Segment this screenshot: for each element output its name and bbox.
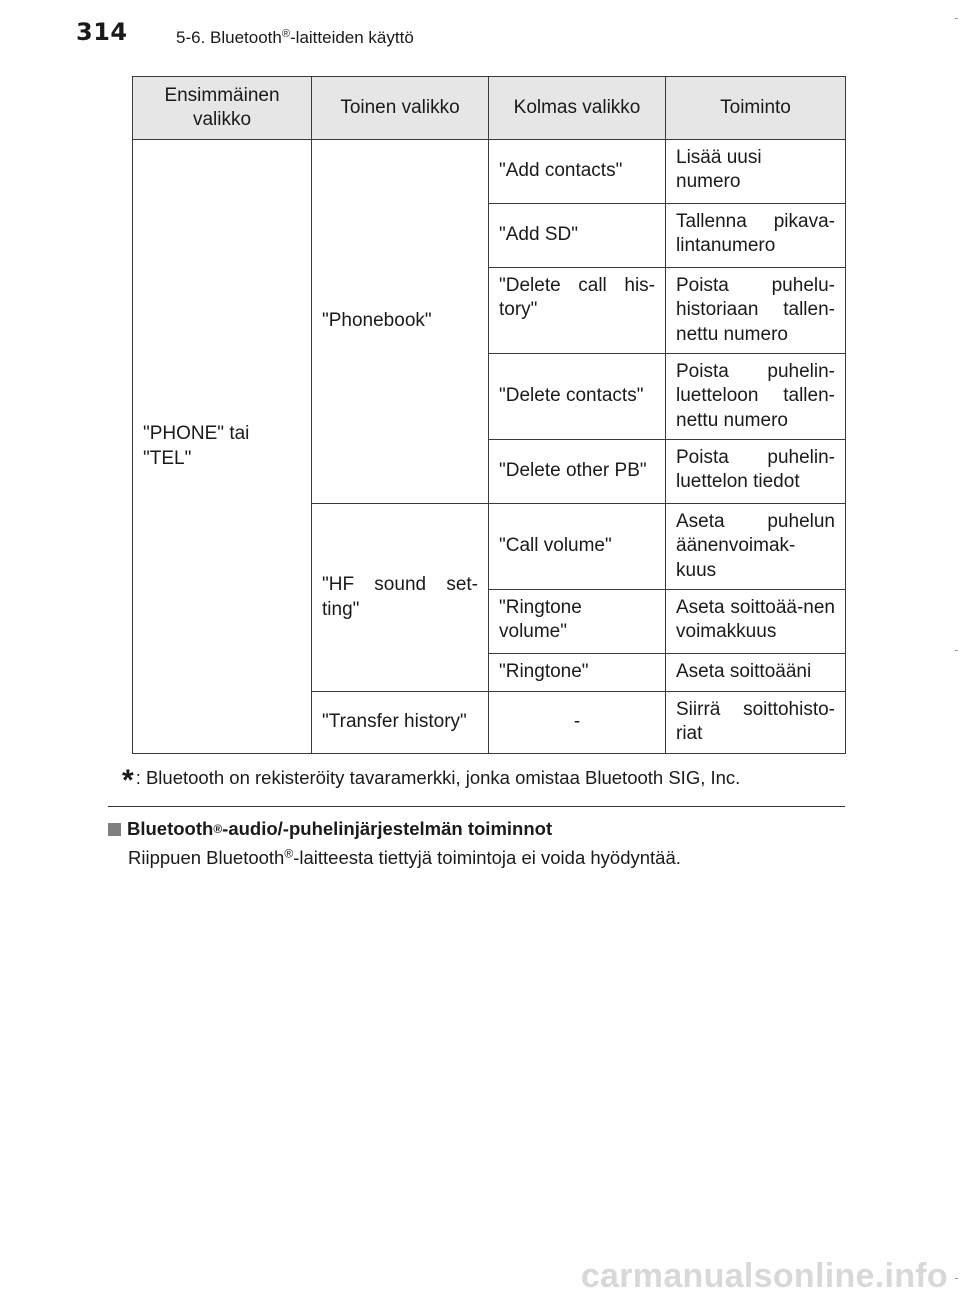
section-divider: [108, 806, 845, 807]
third-menu-cell: "Call volume": [489, 504, 666, 590]
footnote-text: : Bluetooth on rekisteröity tavaramerkki, jonka omistaa Bluetooth SIG, Inc.: [135, 767, 741, 788]
function-cell: Aseta soittoääni: [666, 654, 846, 692]
header-third-menu: Kolmas valikko: [489, 77, 666, 140]
function-cell: Aseta soittoää-nen voimakkuus: [666, 590, 846, 654]
table-header-row: [133, 77, 846, 140]
subsection-text-prefix: Riippuen Bluetooth: [128, 847, 285, 868]
third-menu-cell: -: [489, 692, 666, 754]
watermark: carmanualsonline.info: [580, 1257, 948, 1295]
first-menu-cell: "PHONE" tai "TEL": [133, 140, 312, 754]
function-cell: Lisää uusi numero: [666, 140, 846, 204]
second-menu-transfer: "Transfer history": [312, 692, 489, 754]
header-first-menu: Ensimmäinen valikko: [133, 77, 312, 140]
square-bullet-icon: [108, 823, 121, 836]
table-row: [133, 140, 846, 204]
second-menu-phonebook: "Phonebook": [312, 140, 489, 504]
footnote: [122, 758, 741, 797]
function-cell: Poista puhelin-luettelon tiedot: [666, 440, 846, 504]
function-cell: Poista puhelin-luetteloon tallen-nettu numero: [666, 354, 846, 440]
crop-mark: [955, 1278, 958, 1279]
second-menu-hf-sound: "HF sound set-ting": [312, 504, 489, 692]
page-number: 314: [76, 18, 128, 46]
third-menu-cell: "Ringtone": [489, 654, 666, 692]
function-cell: Siirrä soittohisto-riat: [666, 692, 846, 754]
header-second-menu: Toinen valikko: [312, 77, 489, 140]
third-menu-cell: "Delete other PB": [489, 440, 666, 504]
crop-mark: [955, 18, 958, 19]
third-menu-cell: "Delete contacts": [489, 354, 666, 440]
registered-mark: ®: [284, 846, 294, 861]
bluetooth-menu-table: [132, 76, 846, 754]
subsection-text: [128, 847, 681, 869]
function-cell: Aseta puhelun äänenvoimak-kuus: [666, 504, 846, 590]
registered-mark: ®: [281, 27, 290, 40]
subsection-title: Bluetooth ® -audio/-puhelinjärjestelmän toiminnot: [108, 818, 552, 840]
section-title: [176, 28, 414, 48]
third-menu-cell: "Add SD": [489, 204, 666, 268]
third-menu-cell: "Add contacts": [489, 140, 666, 204]
function-cell: Poista puhelu-historiaan tallen-nettu numero: [666, 268, 846, 354]
subsection-title-suffix: -audio/-puhelinjärjestelmän toiminnot: [222, 818, 553, 839]
crop-mark: [955, 650, 958, 651]
footnote-marker: *: [122, 764, 134, 797]
section-title-suffix: -laitteiden käyttö: [290, 28, 414, 47]
header-function: Toiminto: [666, 77, 846, 140]
function-cell: Tallenna pikava-lintanumero: [666, 204, 846, 268]
section-title-prefix: 5-6. Bluetooth: [176, 28, 282, 47]
subsection-title-prefix: Bluetooth: [127, 818, 214, 839]
subsection-text-suffix: -laitteesta tiettyjä toimintoja ei voida hyödyntää.: [293, 847, 681, 868]
third-menu-cell: "Delete call his-tory": [489, 268, 666, 354]
third-menu-cell: "Ringtone volume": [489, 590, 666, 654]
